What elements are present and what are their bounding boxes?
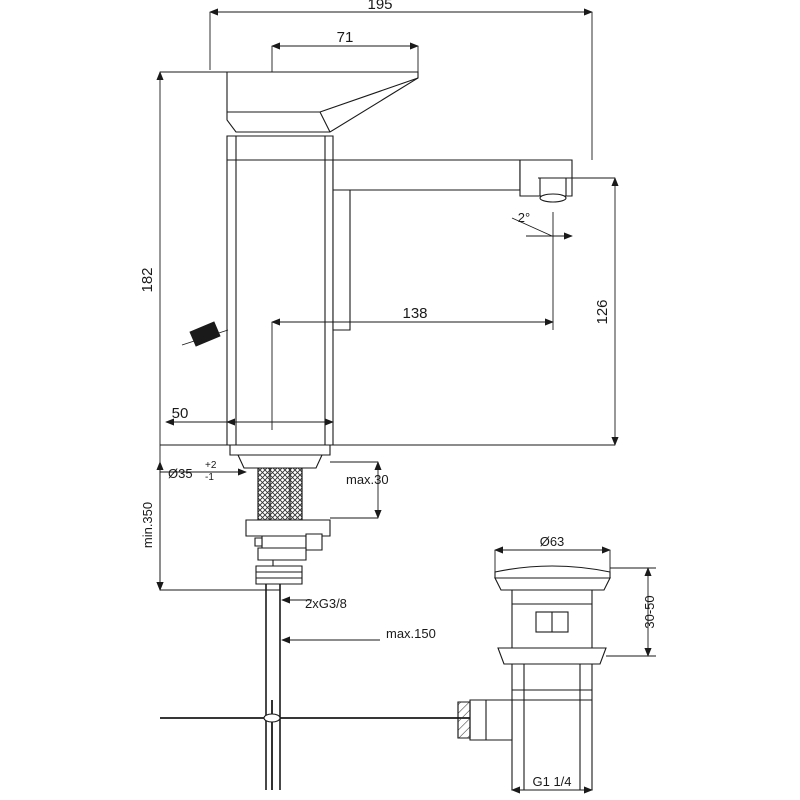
mixer-body <box>227 136 333 445</box>
label-waste-thickness: 30-50 <box>642 595 657 629</box>
lever-handle <box>227 72 418 132</box>
label-body-height: 182 <box>139 267 156 293</box>
label-waste-diameter: Ø63 <box>539 534 565 549</box>
label-angle: 2° <box>517 210 531 225</box>
label-spout-projection: 138 <box>402 305 428 322</box>
label-spout-height: 126 <box>594 299 611 325</box>
label-hole-tol-plus: +2 <box>205 460 217 471</box>
base-washer <box>230 445 330 455</box>
waste-flange <box>495 578 610 590</box>
label-waste-thread: G1 1/4 <box>532 774 572 789</box>
label-hole-tol-minus: -1 <box>205 472 214 483</box>
label-hole-diameter: Ø35 <box>168 466 193 481</box>
label-base-depth: 50 <box>171 405 189 422</box>
label-lever-width: 71 <box>336 29 354 46</box>
fixing-nut <box>256 566 302 584</box>
label-connections: 2xG3/8 <box>305 596 347 611</box>
waste-side-inlet <box>470 700 512 740</box>
label-min-thread: min.350 <box>140 501 155 549</box>
label-hose-length: max.150 <box>386 626 436 641</box>
label-overall-width: 195 <box>367 0 393 13</box>
label-max-thickness: max.30 <box>346 472 389 487</box>
fixture-geometry <box>160 72 610 790</box>
threaded-shank <box>258 468 302 520</box>
